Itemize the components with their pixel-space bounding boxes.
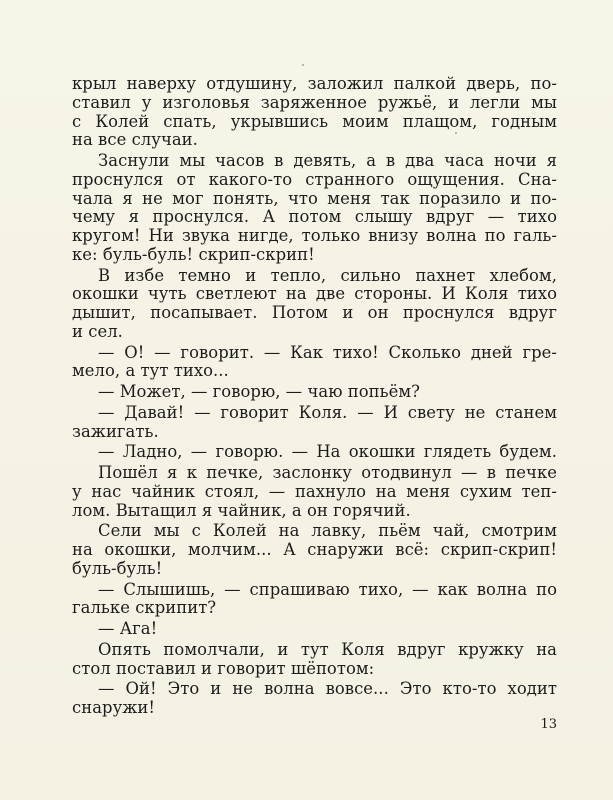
text-line-7: чала я не мог понять, что меня так поразило и по- [72,189,557,208]
text-line-16: мело, а тут тихо... [72,361,229,380]
page-number: 13 [540,717,557,732]
text-line-20: — Ладно, — говорю. — На окошки глядеть будем. [98,442,557,461]
text-line-10: ке: буль-буль! скрип-скрип! [72,245,315,264]
text-line-6: проснулся от какого-то странного ощущения. Сна- [72,170,557,189]
text-line-4: на все случаи. [72,130,198,149]
text-line-14: и сел. [72,322,123,341]
text-line-18: — Давай! — говорит Коля. — И свету не станем [98,403,557,422]
text-line-26: буль-буль! [72,559,163,578]
text-line-21: Пошёл я к печке, заслонку отодвинул — в печке [98,463,557,482]
text-line-8: чему я проснулся. А потом слышу вдруг — тихо [72,207,557,226]
text-line-5: Заснули мы часов в девять, а в два часа ночи я [98,151,557,170]
text-line-13: дышит, посапывает. Потом и он проснулся вдруг [72,303,557,322]
print-speck [455,132,457,134]
text-line-3: с Колей спать, укрывшись моим плащом, годным [72,112,557,131]
text-line-22: у нас чайник стоял, — пахнуло на меня сухим теп- [72,482,557,501]
text-line-23: лом. Вытащил я чайник, а он горячий. [72,501,411,520]
text-line-1: крыл наверху отдушину, заложил палкой дверь, по- [72,74,557,93]
text-line-17: — Может, — говорю, — чаю попьём? [98,382,421,401]
text-line-32: — Ой! Это и не волна вовсе... Это кто-то ходит [98,679,557,698]
text-line-27: — Слышишь, — спрашиваю тихо, — как волна по [98,580,557,599]
text-line-28: гальке скрипит? [72,598,217,617]
text-line-15: — О! — говорит. — Как тихо! Сколько дней гре- [98,343,557,362]
text-line-2: ставил у изголовья заряженное ружьё, и легли мы [72,93,557,112]
text-line-29: — Ага! [98,619,158,638]
text-line-33: снаружи! [72,698,156,717]
text-line-12: окошки чуть светлеют на две стороны. И Коля тихо [72,284,557,303]
text-line-19: зажигать. [72,422,159,441]
text-line-9: кругом! Ни звука нигде, только внизу волна по галь- [72,226,557,245]
text-line-25: на окошки, молчим... А снаружи всё: скрип-скрип! [72,540,557,559]
print-speck [302,64,304,66]
text-line-11: В избе темно и тепло, сильно пахнет хлебом, [98,266,557,285]
text-line-30: Опять помолчали, и тут Коля вдруг кружку на [98,640,557,659]
text-line-31: стол поставил и говорит шёпотом: [72,659,375,678]
text-line-24: Сели мы с Колей на лавку, пьём чай, смотрим [98,521,557,540]
